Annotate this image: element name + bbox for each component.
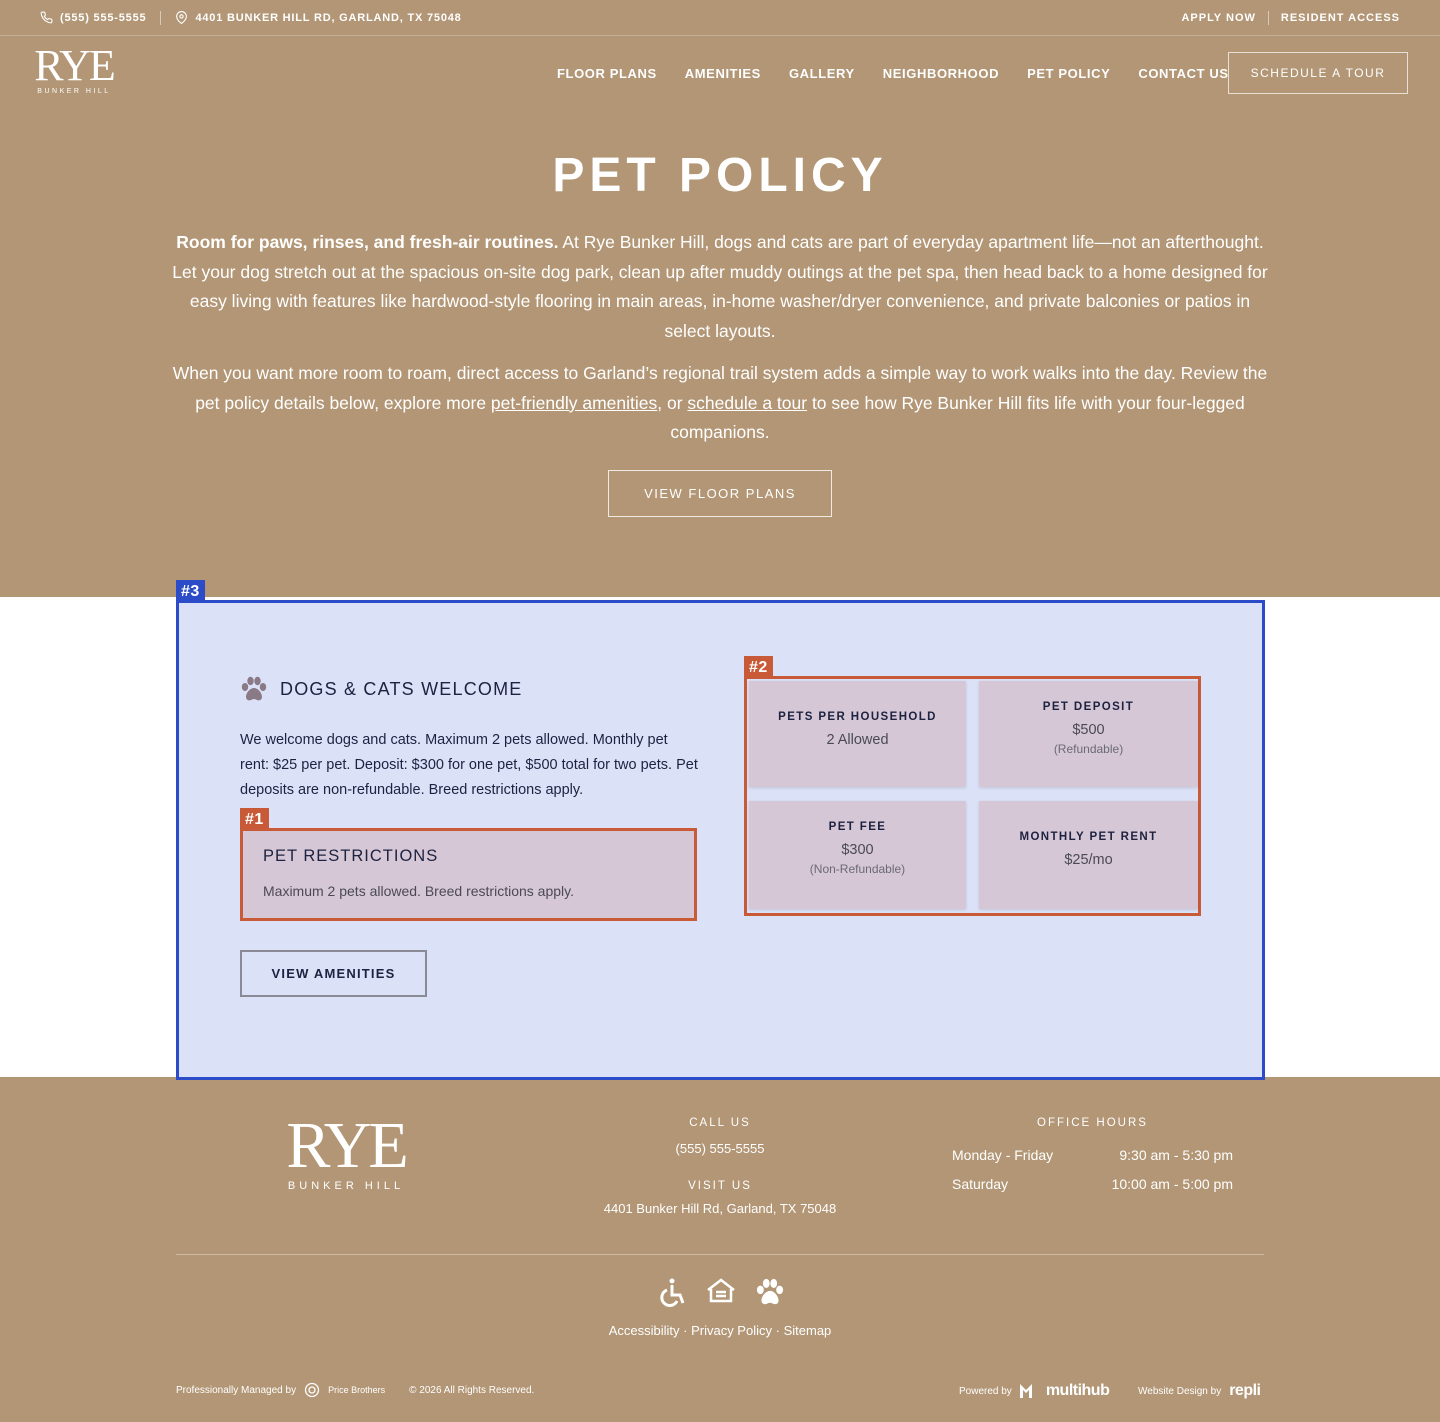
contact-strip: [40, 11, 462, 25]
brand-logo[interactable]: [30, 41, 118, 100]
hours-time: 10:00 am - 5:00 pm: [1111, 1176, 1233, 1192]
footer-contact: [560, 1117, 880, 1216]
link-separator: ·: [683, 1323, 688, 1338]
footer-logo-wordmark: RYE: [286, 1109, 406, 1182]
logo-wordmark: RYE: [34, 41, 114, 90]
design-by-label: Website Design by: [1138, 1385, 1222, 1397]
fee-label: PET DEPOSIT: [1042, 701, 1135, 713]
nav-item-neighborhood[interactable]: NEIGHBORHOOD: [882, 65, 1000, 81]
visit-us-label: VISIT US: [688, 1180, 752, 1192]
details-text-a: When you want more room to roam, direct access to Garland’s regional trail system adds a simple way to work walks into the day. Review the pet policy details below, explore more: [172, 363, 1268, 413]
office-hours-label: OFFICE HOURS: [1037, 1117, 1148, 1129]
resident-access-link[interactable]: RESIDENT ACCESS: [1280, 11, 1400, 24]
nav-item-gallery[interactable]: GALLERY: [788, 65, 855, 81]
multihub-logo-icon: [1020, 1384, 1038, 1398]
fee-value: $300: [841, 842, 874, 858]
link-separator: ·: [775, 1323, 780, 1338]
footer-links: [0, 1323, 1440, 1338]
fee-label: PETS PER HOUSEHOLD: [778, 711, 937, 723]
copyright: © 2026 All Rights Reserved.: [409, 1384, 535, 1396]
restrictions-title: PET RESTRICTIONS: [263, 847, 439, 865]
accessibility-link[interactable]: Accessibility: [608, 1323, 680, 1338]
page-title: PET POLICY: [552, 149, 888, 202]
main-nav: [543, 52, 1243, 94]
view-floor-plans-button[interactable]: VIEW FLOOR PLANS: [608, 470, 832, 517]
address-text: 4401 BUNKER HILL RD, GARLAND, TX 75048: [195, 11, 462, 24]
powered-by-brand[interactable]: multihub: [1045, 1382, 1110, 1399]
view-amenities-button[interactable]: VIEW AMENITIES: [240, 950, 427, 997]
design-by-brand[interactable]: repli: [1229, 1382, 1261, 1399]
account-links: [1181, 11, 1400, 25]
manager-name[interactable]: Price Brothers: [328, 1385, 386, 1395]
annotation-tag-3: #3: [176, 580, 205, 602]
fee-value: 2 Allowed: [826, 732, 889, 748]
call-us-label: CALL US: [689, 1117, 751, 1129]
fee-card-pet-fee: [749, 801, 966, 909]
footer-phone[interactable]: (555) 555-5555: [675, 1141, 765, 1156]
hours-row: [952, 1147, 1233, 1163]
fee-label: PET FEE: [828, 821, 887, 833]
details-paragraph: [172, 359, 1268, 448]
fee-card-monthly-pet-rent: [979, 801, 1198, 909]
schedule-tour-link[interactable]: schedule a tour: [687, 392, 808, 413]
accessibility-icon: [655, 1276, 687, 1308]
dogs-cats-heading: [240, 676, 523, 702]
paw-icon: [240, 676, 268, 702]
nav-item-contact-us[interactable]: CONTACT US: [1138, 65, 1229, 81]
section-heading: DOGS & CATS WELCOME: [280, 678, 523, 699]
hours-day: Monday - Friday: [952, 1147, 1054, 1163]
compliance-icons: [655, 1276, 785, 1308]
footer-logo[interactable]: [276, 1109, 416, 1198]
powered-by: [959, 1382, 1109, 1400]
intro-lead: Room for paws, rinses, and fresh-air routines.: [176, 232, 559, 252]
restrictions-text: Maximum 2 pets allowed. Breed restrictions apply.: [263, 883, 574, 899]
fee-note: (Refundable): [1053, 742, 1124, 756]
privacy-policy-link[interactable]: Privacy Policy: [691, 1323, 772, 1338]
pet-fees-grid: [744, 676, 1201, 916]
nav-item-amenities[interactable]: AMENITIES: [684, 65, 761, 81]
paw-icon: [755, 1278, 785, 1306]
address-link[interactable]: [175, 11, 461, 24]
fee-card-pet-deposit: [979, 681, 1198, 787]
divider: [1268, 11, 1269, 25]
sitemap-link[interactable]: Sitemap: [783, 1323, 832, 1338]
fee-card-pets-per-household: [749, 681, 966, 787]
price-brothers-logo-icon: [304, 1382, 320, 1398]
logo-subtitle: BUNKER HILL: [37, 88, 111, 95]
hours-time: 9:30 am - 5:30 pm: [1119, 1147, 1233, 1163]
equal-housing-icon: [706, 1277, 736, 1307]
phone-text: (555) 555-5555: [60, 11, 147, 24]
details-text-c: to see how Rye Bunker Hill fits life with your four-legged companions.: [670, 392, 1245, 442]
apply-now-link[interactable]: APPLY NOW: [1181, 11, 1256, 24]
footer-logo-subtitle: BUNKER HILL: [287, 1180, 405, 1192]
annotation-tag-1: #1: [240, 808, 269, 830]
pet-restrictions-box: [240, 828, 697, 921]
policy-description: We welcome dogs and cats. Maximum 2 pets allowed. Monthly pet rent: $25 per pet. Deposit: $300 for one pet, $500 total for two pets. Pet deposits are non-refundable. Breed restrictions apply.: [240, 732, 698, 798]
divider: [160, 11, 161, 25]
phone-icon: [40, 11, 53, 24]
top-bar: [0, 0, 1440, 36]
details-text-b: , or: [657, 392, 688, 413]
annotation-tag-2: #2: [744, 656, 773, 678]
footer-divider: [176, 1254, 1264, 1255]
fee-value: $25/mo: [1064, 852, 1113, 868]
office-hours-label-wrap: [952, 1117, 1233, 1129]
design-by: [1138, 1382, 1261, 1400]
map-pin-icon: [175, 11, 188, 24]
managed-by: [176, 1382, 534, 1398]
fee-label: MONTHLY PET RENT: [1019, 831, 1158, 843]
hours-day: Saturday: [952, 1176, 1009, 1192]
nav-item-floor-plans[interactable]: FLOOR PLANS: [557, 65, 657, 81]
intro-body: At Rye Bunker Hill, dogs and cats are part of everyday apartment life—not an afterthought. Let your dog stretch out at the spacious on-site dog park, clean up after muddy outings at the pet spa, then head back to a home designed for easy living with features like hardwood-style flooring in main areas, in-home washer/dryer convenience, and private balconies or patios in select layouts.: [172, 232, 1268, 341]
managed-by-label: Professionally Managed by: [176, 1384, 297, 1396]
intro-paragraph: [172, 228, 1268, 346]
footer-address[interactable]: 4401 Bunker Hill Rd, Garland, TX 75048: [603, 1201, 837, 1216]
pet-friendly-amenities-link[interactable]: pet-friendly amenities: [490, 392, 658, 413]
schedule-tour-button[interactable]: SCHEDULE A TOUR: [1228, 52, 1408, 94]
nav-item-pet-policy[interactable]: PET POLICY: [1027, 65, 1111, 81]
hours-row: [952, 1176, 1233, 1192]
phone-link[interactable]: [40, 11, 146, 24]
fee-note: (Non-Refundable): [809, 862, 906, 876]
powered-by-label: Powered by: [959, 1385, 1012, 1397]
fee-value: $500: [1072, 722, 1105, 738]
